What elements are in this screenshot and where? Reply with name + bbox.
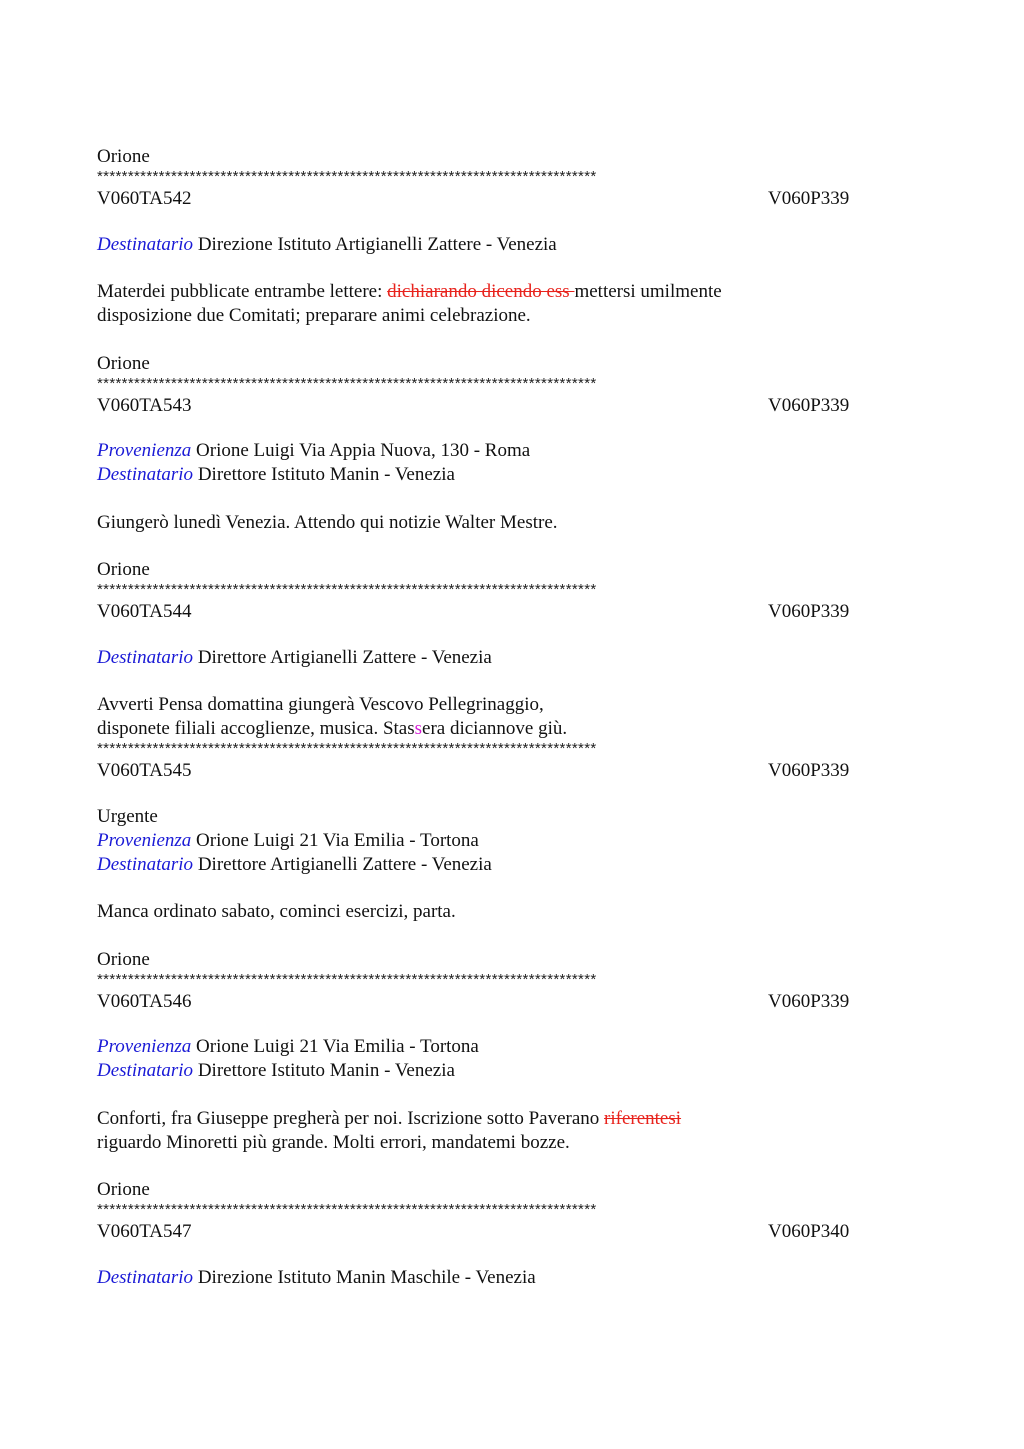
body-line <box>97 717 927 741</box>
body-text: Conforti, fra Giuseppe pregherà per noi. Iscrizione sotto Paverano <box>97 1107 605 1129</box>
deleted-text: riferentesi <box>604 1107 682 1129</box>
body-text: mettersi umilmente <box>574 281 722 302</box>
sender-line <box>97 829 927 853</box>
provenienza-value: Orione Luigi 21 Via Emilia - Tortona <box>196 829 479 851</box>
destinatario-label: Destinatario <box>97 853 194 875</box>
provenienza-label: Provenienza <box>97 1036 192 1057</box>
signature: Orione <box>97 352 150 374</box>
page-ref: V060P339 <box>768 760 850 781</box>
record-id: V060TA545 <box>97 760 192 781</box>
record-id-row <box>97 598 927 622</box>
provenienza-label: Provenienza <box>97 440 192 461</box>
recipient-line <box>97 646 927 670</box>
page-ref: V060P339 <box>768 394 850 416</box>
body-line: disposizione due Comitati; preparare animi celebrazione. <box>97 305 531 326</box>
page-ref: V060P339 <box>768 188 850 209</box>
recipient-line <box>97 463 927 487</box>
page-ref: V060P339 <box>768 990 850 1012</box>
record-id-row <box>97 757 927 781</box>
record-id: V060TA543 <box>97 394 192 416</box>
body-text: disponete filiali accoglienze, musica. Stas <box>97 718 415 739</box>
destinatario-label: Destinatario <box>97 1266 194 1288</box>
priority-line: Urgente <box>97 805 158 827</box>
sender-line <box>97 439 927 463</box>
separator-stars: ********************************************************************************* <box>97 971 597 988</box>
recipient-line <box>97 1266 927 1290</box>
signature: Orione <box>97 559 150 580</box>
separator-stars: ********************************************************************************* <box>97 1202 597 1218</box>
signature: Orione <box>97 146 150 167</box>
destinatario-label: Destinatario <box>97 646 194 668</box>
record-id: V060TA546 <box>97 990 192 1012</box>
body-line: Giungerò lunedì Venezia. Attendo qui notizie Walter Mestre. <box>97 511 558 533</box>
body-line <box>97 1107 927 1131</box>
destinatario-value: Direzione Istituto Artigianelli Zattere - Venezia <box>197 233 557 255</box>
body-line: Manca ordinato sabato, cominci esercizi, parta. <box>97 901 456 922</box>
record-id: V060TA547 <box>97 1221 192 1242</box>
record-id-row <box>97 988 927 1012</box>
destinatario-value: Direttore Istituto Manin - Venezia <box>197 464 455 485</box>
body-line <box>97 280 927 304</box>
destinatario-label: Destinatario <box>97 464 194 485</box>
separator-stars: ********************************************************************************* <box>97 582 597 598</box>
record-id-row <box>97 1218 927 1242</box>
destinatario-label: Destinatario <box>97 233 194 255</box>
sender-line <box>97 1035 927 1059</box>
recipient-line <box>97 1059 927 1083</box>
destinatario-value: Direttore Artigianelli Zattere - Venezia <box>197 646 492 668</box>
document-page <box>97 145 927 1290</box>
recipient-line <box>97 233 927 257</box>
destinatario-label: Destinatario <box>97 1060 194 1081</box>
signature: Orione <box>97 1179 150 1200</box>
destinatario-value: Direttore Istituto Manin - Venezia <box>197 1060 455 1081</box>
body-text: era diciannove giù. <box>422 718 568 739</box>
record-id: V060TA542 <box>97 188 192 209</box>
record-id: V060TA544 <box>97 601 192 622</box>
separator-stars: ********************************************************************************* <box>97 375 597 392</box>
recipient-line <box>97 853 927 877</box>
record-id-row <box>97 185 927 209</box>
provenienza-label: Provenienza <box>97 829 192 851</box>
separator-stars: ********************************************************************************* <box>97 169 597 185</box>
page-ref: V060P340 <box>768 1221 850 1242</box>
body-line: riguardo Minoretti più grande. Molti errori, mandatemi bozze. <box>97 1131 570 1153</box>
record-id-row <box>97 392 927 416</box>
body-line: Avverti Pensa domattina giungerà Vescovo Pellegrinaggio, <box>97 694 544 715</box>
provenienza-value: Orione Luigi Via Appia Nuova, 130 - Roma <box>196 440 531 461</box>
signature: Orione <box>97 948 150 970</box>
destinatario-value: Direzione Istituto Manin Maschile - Venezia <box>197 1266 536 1288</box>
page-ref: V060P339 <box>768 601 850 622</box>
deleted-text: dichiarando dicendo ess <box>387 281 575 302</box>
provenienza-value: Orione Luigi 21 Via Emilia - Tortona <box>196 1036 479 1057</box>
destinatario-value: Direttore Artigianelli Zattere - Venezia <box>197 853 492 875</box>
separator-stars: ********************************************************************************* <box>97 741 597 757</box>
highlighted-text: s <box>414 718 423 739</box>
body-text: Materdei pubblicate entrambe lettere: <box>97 281 388 302</box>
